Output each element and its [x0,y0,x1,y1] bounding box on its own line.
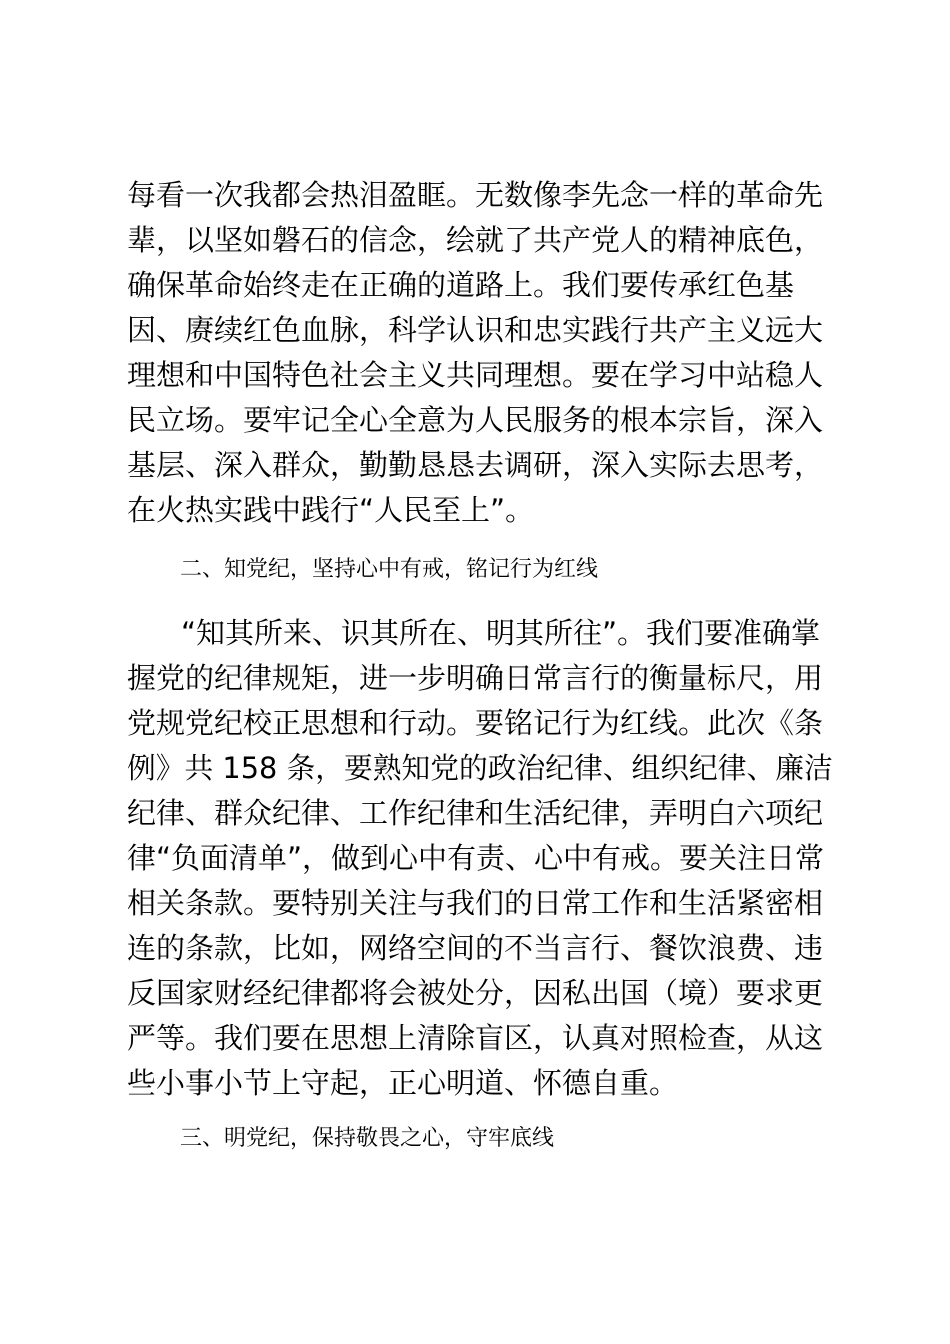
paragraph-2-line-9: 反国家财经纪律都将会被处分，因私出国（境）要求更 [127,976,824,1010]
paragraph-2-line-8: 连的条款，比如，网络空间的不当言行、餐饮浪费、违 [127,931,824,965]
paragraph-2-line-2: 握党的纪律规矩，进一步明确日常言行的衡量标尺，用 [127,661,824,695]
paragraph-1-line-2: 辈，以坚如磐石的信念，绘就了共产党人的精神底色， [127,223,824,257]
paragraph-1-line-1: 每看一次我都会热泪盈眶。无数像李先念一样的革命先 [127,178,824,212]
paragraph-2-line-11: 些小事小节上守起，正心明道、怀德自重。 [127,1066,679,1100]
section-heading-2: 二、知党纪，坚持心中有戒，铭记行为红线 [180,557,599,582]
paragraph-2-line-3: 党规党纪校正思想和行动。要铭记行为红线。此次《条 [127,706,824,740]
paragraph-2-line-6: 律“负面清单”，做到心中有责、心中有戒。要关注日常 [127,841,825,875]
paragraph-1-line-8: 在火热实践中践行“人民至上”。 [127,493,535,527]
paragraph-1-line-7: 基层、深入群众，勤勤恳恳去调研，深入实际去思考， [127,448,824,482]
paragraph-1-line-4: 因、赓续红色血脉，科学认识和忠实践行共产主义远大 [127,313,824,347]
paragraph-2-line-10: 严等。我们要在思想上清除盲区，认真对照检查，从这 [127,1021,824,1055]
paragraph-1-line-5: 理想和中国特色社会主义共同理想。要在学习中站稳人 [127,358,824,392]
paragraph-2-line-1: “知其所来、识其所在、明其所往”。我们要准确掌 [181,616,821,650]
paragraph-2-line-4: 例》共 158 条，要熟知党的政治纪律、组织纪律、廉洁 [127,751,833,785]
section-heading-3: 三、明党纪，保持敬畏之心，守牢底线 [180,1126,555,1151]
paragraph-2-line-5: 纪律、群众纪律、工作纪律和生活纪律，弄明白六项纪 [127,796,824,830]
paragraph-2-line-7: 相关条款。要特别关注与我们的日常工作和生活紧密相 [127,886,824,920]
paragraph-1-line-3: 确保革命始终走在正确的道路上。我们要传承红色基 [127,268,795,302]
paragraph-1-line-6: 民立场。要牢记全心全意为人民服务的根本宗旨，深入 [127,403,824,437]
